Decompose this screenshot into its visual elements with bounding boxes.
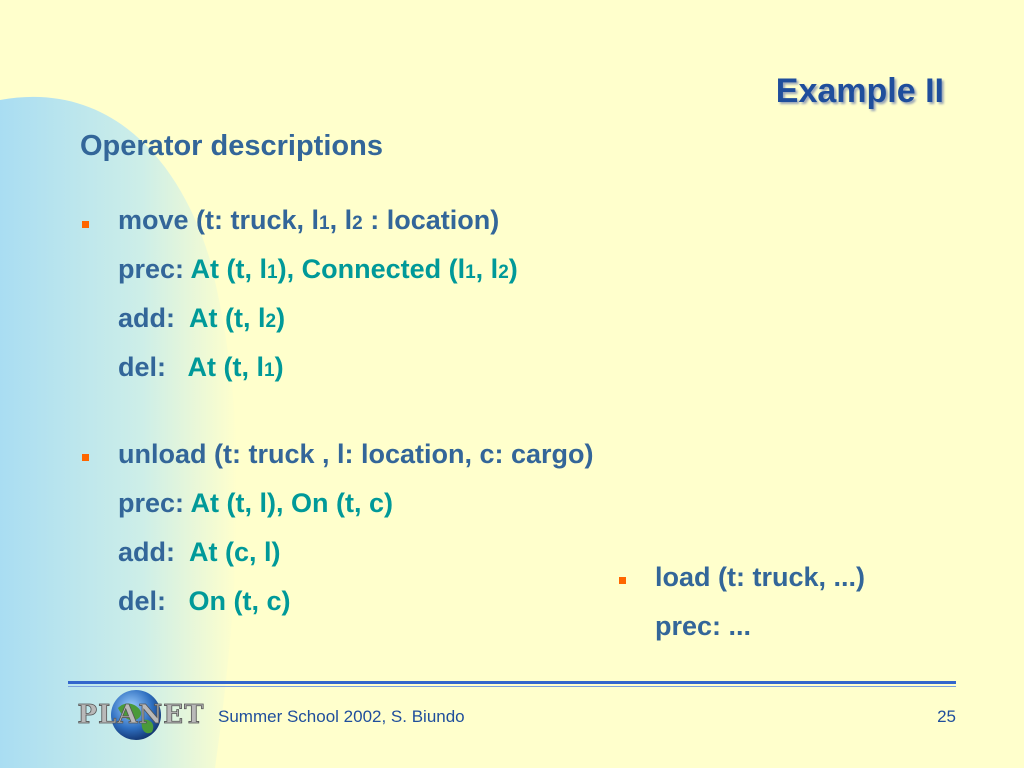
unload-header: unload (t: truck , l: location, c: cargo) [118,439,594,469]
move-prec: prec: At (t, l1), Connected (l1, l2) [118,254,518,284]
slide-subtitle: Operator descriptions [80,130,383,162]
move-add: add: At (t, l2) [118,303,286,333]
footer-text: Summer School 2002, S. Biundo [218,707,465,726]
move-header: move (t: truck, l1, l2 : location) [118,205,500,235]
bullet-icon [82,221,89,228]
operator-load [655,553,865,651]
bullet-icon [619,577,626,584]
operator-move [118,196,518,392]
load-header: load (t: truck, ...) [655,562,866,592]
unload-prec: prec: At (t, l), On (t, c) [118,488,393,518]
unload-add: add: At (c, l) [118,537,281,567]
footer-divider [68,681,956,684]
operator-unload [118,430,594,626]
svg-text:PLANET: PLANET [77,700,205,730]
bullet-icon [82,454,89,461]
unload-del: del: On (t, c) [118,586,291,616]
page-number: 25 [937,707,956,726]
footer-divider-thin [68,686,956,687]
planet-logo [66,688,216,744]
slide-title: Example II [775,72,944,110]
load-prec: prec: ... [655,611,752,641]
move-del: del: At (t, l1) [118,352,284,382]
